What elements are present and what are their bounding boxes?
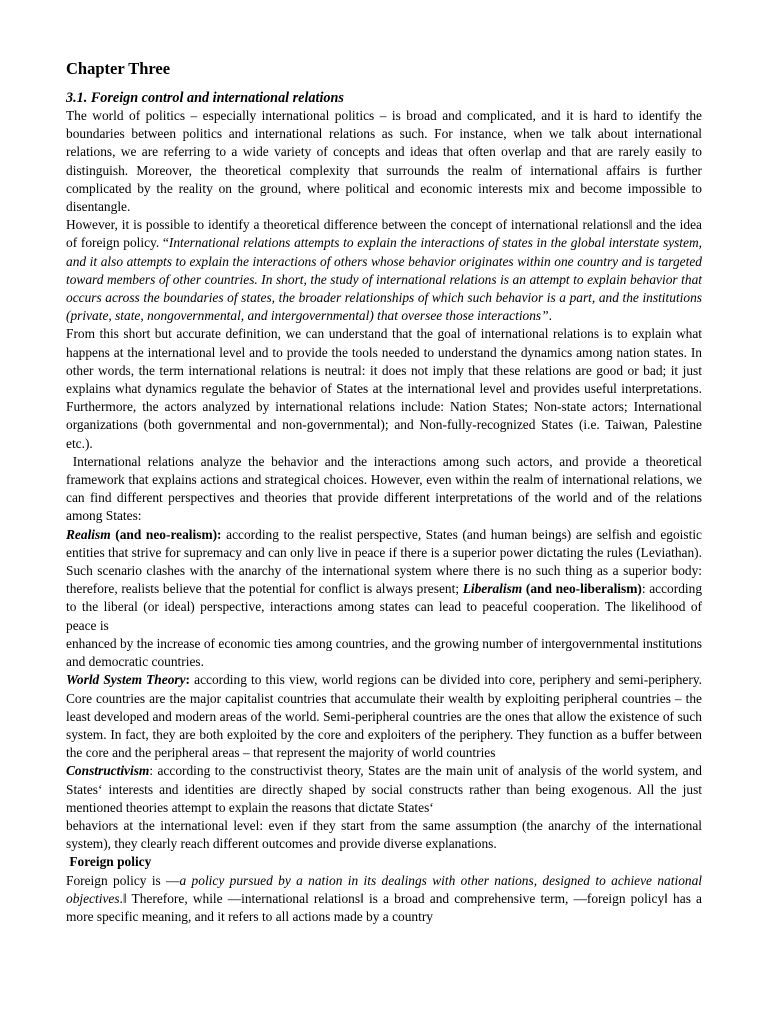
wst-text: according to this view, world regions can be divided into core, periphery and semi-periphery. Core countries are the major capitalist countries that accumulate their wealth by exploiting peripheral countries – the least developed and modern areas of the world. Semi-peripheral countries are the ones that allow the existence of such system. In fact, they are both exploited by the core and exploiters of the periphery. They function as a buffer between the core and the peripheral areas – that represent the majority of world countries: [66, 672, 702, 761]
paragraph-constructivism-cont: behaviors at the international level: even if they start from the same assumption (the anarchy of the international system), they clearly reach different outcomes and provide diverse explanations.: [66, 817, 702, 852]
paragraph-realism: [66, 526, 702, 635]
chapter-title: Chapter Three: [66, 59, 171, 78]
paragraph-actors: [66, 453, 702, 526]
realism-term: Realism: [66, 526, 111, 542]
actors-text: International relations analyze the behavior and the interactions among such actors, and provide a theoretical framework that explains actions and strategical choices. However, even within the realm of international relations, we can find different perspectives and theories that provide different interpretations of the world and of the relations among States:: [66, 453, 702, 524]
foreign-policy-heading: Foreign policy: [69, 854, 152, 870]
paragraph-constructivism: [66, 762, 702, 817]
wst-term: World System Theory: [66, 672, 186, 688]
realism-text: according to the realist perspective, States (and human beings) are selfish and egoistic entities that strive for supremacy and can only live in peace if there is a superior power dictating the rules (Leviathan). Such scenario clashes with the anarchy of the international system where there is no such thing as a superior body: therefore, realists believe that the potential for conflict is always present;: [66, 526, 702, 597]
paragraph-intro: The world of politics – especially international politics – is broad and complicated, and it is hard to identify the boundaries between politics and international relations as such. For instance, when we talk about international relations, we are referring to a wide variety of concepts and ideas that often overlap and that are rarely easily to distinguish. Moreover, the theoretical complexity that surrounds the realm of international affairs is further complicated by the reality on the ground, where political and economic interests mix and become impossible to disentangle.: [66, 108, 702, 215]
paragraph-goal: From this short but accurate definition, we can understand that the goal of international relations is to explain what happens at the international level and to provide the tools needed to understand the dynamics among nation states. In other words, the term international relations is neutral: it does not imply that these relations are good or bad; it just explains what dynamics regulate the behavior of States at the international level and provides useful interpretations. Furthermore, the actors analyzed by international relations include: Nation States; Non-state actors; International organizations (both governmental and non-governmental); and Non-fully-recognized States (i.e. Taiwan, Palestine etc.).: [66, 326, 702, 451]
section-title: 3.1. Foreign control and international relations: [66, 90, 344, 106]
paragraph-world-system: [66, 671, 702, 762]
paragraph-foreign-policy: [66, 872, 702, 927]
liberalism-term: Liberalism: [462, 581, 523, 597]
liberalism-paren: (and neo-liberalism): [522, 581, 642, 597]
liberalism-text: : according to the liberal (or ideal) perspective, interactions among states can lead to peaceful cooperation. The likelihood of peace is: [66, 581, 703, 633]
paragraph-definition: [66, 216, 702, 325]
paragraph-liberalism-cont: enhanced by the increase of economic ties among countries, and the growing number of intergovernmental institutions and democratic countries.: [66, 635, 702, 670]
fp-start: Foreign policy is —: [66, 872, 180, 888]
fp-quote: a policy pursued by a nation in its dealings with other nations, designed to achieve national objectives: [66, 872, 702, 906]
definition-end: .: [548, 308, 552, 324]
foreign-policy-heading-line: [66, 853, 702, 871]
definition-quote: International relations attempts to explain the interactions of states in the global interstate system, and it also attempts to explain the interactions of others whose behavior originates within one country and is targeted toward members of other countries. In short, the study of international relations is an attempt to explain behavior that occurs across the boundaries of states, the broader relationships of which such behavior is a part, and the institutions (private, state, nongovernmental, and intergovernmental) that oversee those interactions”: [66, 235, 702, 324]
constructivism-term: Constructivism: [66, 763, 150, 779]
constructivism-text: : according to the constructivist theory, States are the main unit of analysis of the world system, and States‘ interests and identities are directly shaped by social constructs rather than being exogenous. All the just mentioned theories attempt to explain the reasons that dictate States‘: [66, 763, 702, 815]
wst-colon: :: [185, 672, 191, 688]
definition-lead-text: However, it is possible to identify a theoretical difference between the concept of international relations‖ and the idea of foreign policy. “: [66, 217, 702, 251]
fp-rest: .‖ Therefore, while —international relations‖ is a broad and comprehensive term, —foreign policy‖ has a more specific meaning, and it refers to all actions made by a country: [66, 890, 702, 924]
realism-paren: (and neo-realism):: [110, 526, 222, 542]
